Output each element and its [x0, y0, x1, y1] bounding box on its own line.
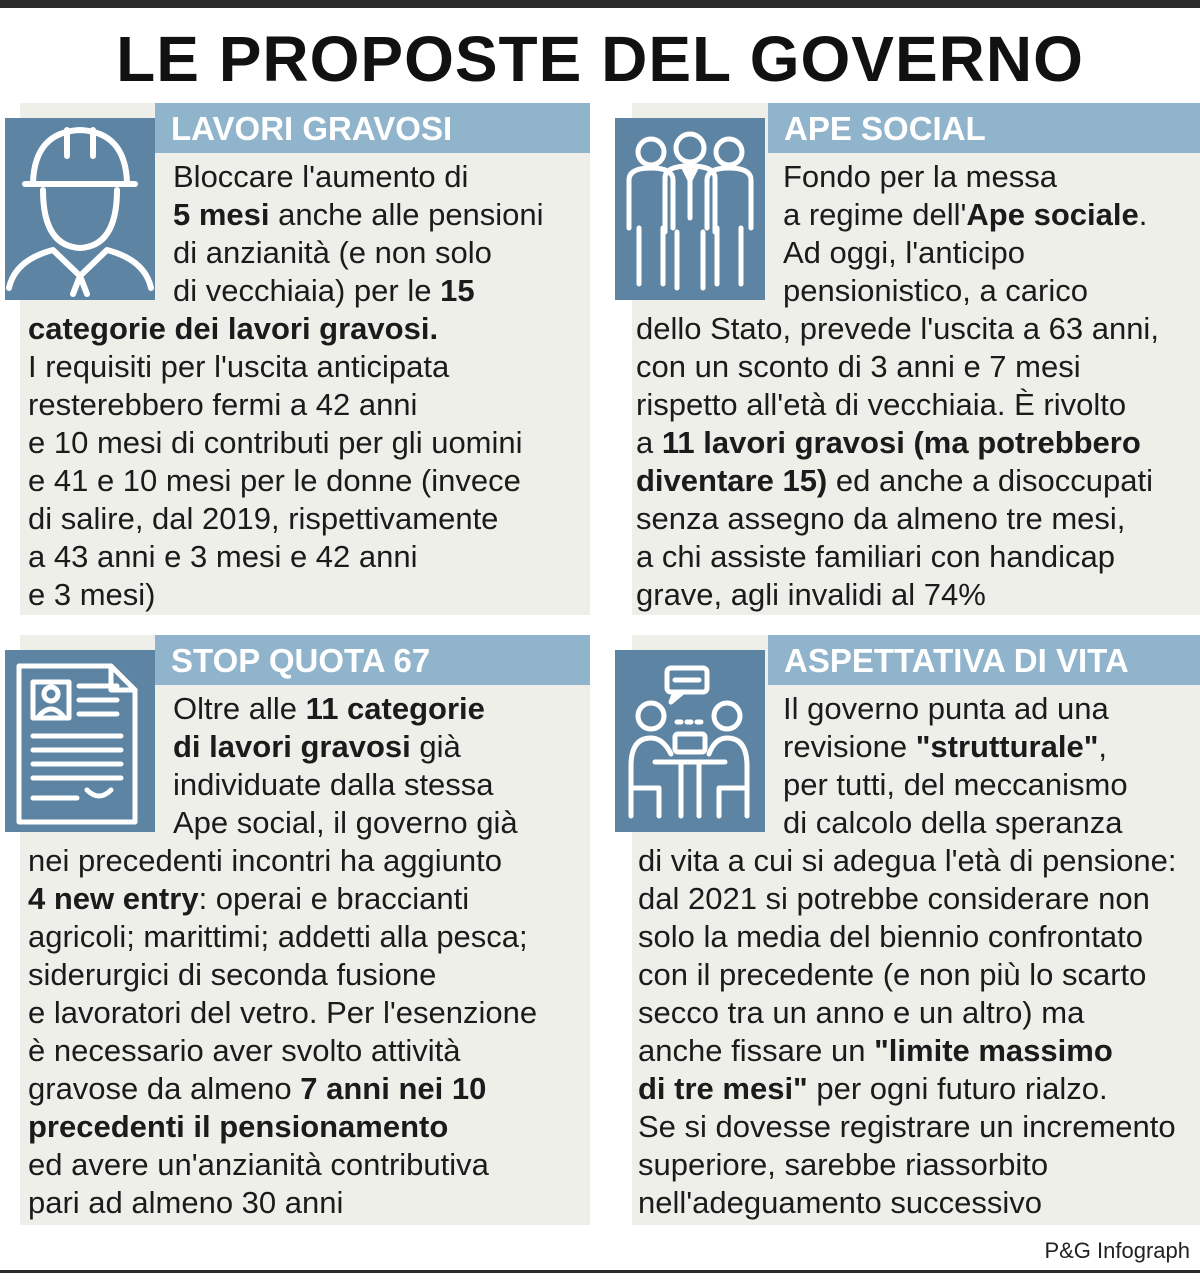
text-line — [636, 386, 1159, 424]
text-segment: siderurgici di seconda fusione — [28, 957, 437, 992]
text-line — [28, 424, 544, 462]
text-line — [28, 272, 544, 310]
text-line — [28, 310, 544, 348]
text-segment: a chi assiste familiari con handicap — [636, 539, 1116, 574]
panel-heading-aspettativa-di-vita: ASPETTATIVA DI VITA — [768, 635, 1200, 685]
text-segment: nei precedenti incontri ha aggiunto — [28, 843, 502, 878]
text-segment: con il precedente (e non più lo scarto — [638, 957, 1147, 992]
text-segment: pensionistico, a carico — [783, 273, 1088, 308]
bold-text: diventare 15) — [636, 463, 828, 498]
bold-text: "strutturale" — [915, 729, 1099, 764]
text-segment: secco tra un anno e un altro) ma — [638, 995, 1085, 1030]
text-line — [636, 196, 1159, 234]
text-segment: revisione — [783, 729, 916, 764]
text-segment: ed anche a disoccupati — [827, 463, 1153, 498]
panel-heading-stop-quota-67: STOP QUOTA 67 — [155, 635, 590, 685]
text-line — [638, 728, 1176, 766]
text-line — [638, 880, 1176, 918]
text-segment: . — [1138, 197, 1148, 232]
text-line — [28, 842, 537, 880]
text-line — [638, 1070, 1176, 1108]
text-segment: ed avere un'anzianità contributiva — [28, 1147, 489, 1182]
panel-text-ape-social — [636, 158, 1159, 614]
text-segment: e 41 e 10 mesi per le donne (invece — [28, 463, 521, 498]
text-segment: dal 2021 si potrebbe considerare non — [638, 881, 1150, 916]
text-segment: agricoli; marittimi; addetti alla pesca; — [28, 919, 528, 954]
text-line — [28, 1108, 537, 1146]
text-segment: individuate dalla stessa — [173, 767, 494, 802]
text-line — [636, 348, 1159, 386]
bold-text: 11 categorie — [305, 691, 485, 726]
text-line — [636, 158, 1159, 196]
text-line — [638, 994, 1176, 1032]
text-segment: di calcolo della speranza — [783, 805, 1123, 840]
text-segment: Ad oggi, l'anticipo — [783, 235, 1026, 270]
text-line — [28, 196, 544, 234]
text-segment: Oltre alle — [173, 691, 306, 726]
text-line — [28, 234, 544, 272]
text-line — [636, 424, 1159, 462]
text-line — [28, 158, 544, 196]
text-segment: Il governo punta ad una — [783, 691, 1109, 726]
text-segment: a — [636, 425, 662, 460]
text-line — [636, 234, 1159, 272]
text-segment: Fondo per la messa — [783, 159, 1057, 194]
text-line — [638, 766, 1176, 804]
text-segment: a regime dell' — [783, 197, 967, 232]
top-rule — [0, 0, 1200, 8]
bold-text: Ape sociale — [966, 197, 1139, 232]
bold-text: di tre mesi" — [638, 1071, 808, 1106]
text-line — [28, 500, 544, 538]
text-segment: grave, agli invalidi al 74% — [636, 577, 986, 612]
panel-text-aspettativa-di-vita — [638, 690, 1176, 1222]
text-segment: anche fissare un — [638, 1033, 875, 1068]
text-line — [636, 272, 1159, 310]
text-line — [28, 766, 537, 804]
bold-text: 15 — [440, 273, 475, 308]
text-segment: Bloccare l'aumento di — [173, 159, 469, 194]
text-line — [28, 994, 537, 1032]
text-line — [28, 804, 537, 842]
text-line — [638, 1184, 1176, 1222]
text-segment: dello Stato, prevede l'uscita a 63 anni, — [636, 311, 1159, 346]
text-segment: superiore, sarebbe riassorbito — [638, 1147, 1049, 1182]
bottom-rule — [0, 1270, 1200, 1273]
text-line — [638, 842, 1176, 880]
text-line — [638, 804, 1176, 842]
text-segment: di vecchiaia) per le — [173, 273, 441, 308]
text-segment: I requisiti per l'uscita anticipata — [28, 349, 450, 384]
text-segment: Ape social, il governo già — [173, 805, 518, 840]
text-segment: Se si dovesse registrare un incremento — [638, 1109, 1176, 1144]
text-segment: di vita a cui si adegua l'età di pensione: — [638, 843, 1177, 878]
text-line — [28, 1146, 537, 1184]
bold-text: 5 mesi — [173, 197, 270, 232]
credit-line: P&G Infograph — [1044, 1238, 1190, 1263]
bold-text: precedenti il pensionamento — [28, 1109, 449, 1144]
bold-text: 7 anni nei 10 — [300, 1071, 487, 1106]
text-segment: rispetto all'età di vecchiaia. È rivolto — [636, 387, 1127, 422]
text-line — [28, 1032, 537, 1070]
text-segment: di salire, dal 2019, rispettivamente — [28, 501, 499, 536]
text-segment: solo la media del biennio confrontato — [638, 919, 1143, 954]
text-segment: anche alle pensioni — [269, 197, 544, 232]
text-segment: pari ad almeno 30 anni — [28, 1185, 344, 1220]
text-line — [28, 956, 537, 994]
text-line — [28, 576, 544, 614]
text-line — [28, 728, 537, 766]
text-line — [638, 918, 1176, 956]
text-line — [638, 1032, 1176, 1070]
text-line — [636, 538, 1159, 576]
text-line — [636, 500, 1159, 538]
panel-text-stop-quota-67 — [28, 690, 537, 1222]
text-line — [638, 1146, 1176, 1184]
text-segment: , — [1098, 729, 1108, 764]
text-segment: nell'adeguamento successivo — [638, 1185, 1042, 1220]
bold-text: 4 new entry — [28, 881, 199, 916]
text-line — [636, 576, 1159, 614]
bold-text: di lavori gravosi — [173, 729, 411, 764]
text-segment: è necessario aver svolto attività — [28, 1033, 461, 1068]
text-segment: gravose da almeno — [28, 1071, 301, 1106]
panel-text-lavori-gravosi — [28, 158, 544, 614]
text-line — [28, 690, 537, 728]
text-segment: per tutti, del meccanismo — [783, 767, 1128, 802]
bold-text: 11 lavori gravosi (ma potrebbero — [661, 425, 1141, 460]
bold-text: "limite massimo — [874, 1033, 1113, 1068]
text-segment: per ogni futuro rialzo. — [807, 1071, 1108, 1106]
page-title: LE PROPOSTE DEL GOVERNO — [116, 23, 1084, 95]
text-segment: di anzianità (e non solo — [173, 235, 492, 270]
text-line — [638, 690, 1176, 728]
text-line — [638, 956, 1176, 994]
text-line — [28, 1184, 537, 1222]
bold-text: categorie dei lavori gravosi. — [28, 311, 439, 346]
text-segment: : operai e braccianti — [198, 881, 470, 916]
text-line — [28, 538, 544, 576]
text-line — [28, 918, 537, 956]
text-line — [636, 462, 1159, 500]
text-line — [28, 386, 544, 424]
text-segment: e 3 mesi) — [28, 577, 156, 612]
text-line — [636, 310, 1159, 348]
text-line — [28, 880, 537, 918]
panel-heading-lavori-gravosi: LAVORI GRAVOSI — [155, 103, 590, 153]
text-line — [638, 1108, 1176, 1146]
text-segment: e lavoratori del vetro. Per l'esenzione — [28, 995, 538, 1030]
text-segment: senza assegno da almeno tre mesi, — [636, 501, 1126, 536]
panel-heading-ape-social: APE SOCIAL — [768, 103, 1200, 153]
text-segment: resterebbero fermi a 42 anni — [28, 387, 418, 422]
text-segment: già — [410, 729, 461, 764]
text-line — [28, 348, 544, 386]
text-line — [28, 462, 544, 500]
text-segment: con un sconto di 3 anni e 7 mesi — [636, 349, 1081, 384]
text-segment: a 43 anni e 3 mesi e 42 anni — [28, 539, 418, 574]
text-line — [28, 1070, 537, 1108]
text-segment: e 10 mesi di contributi per gli uomini — [28, 425, 523, 460]
